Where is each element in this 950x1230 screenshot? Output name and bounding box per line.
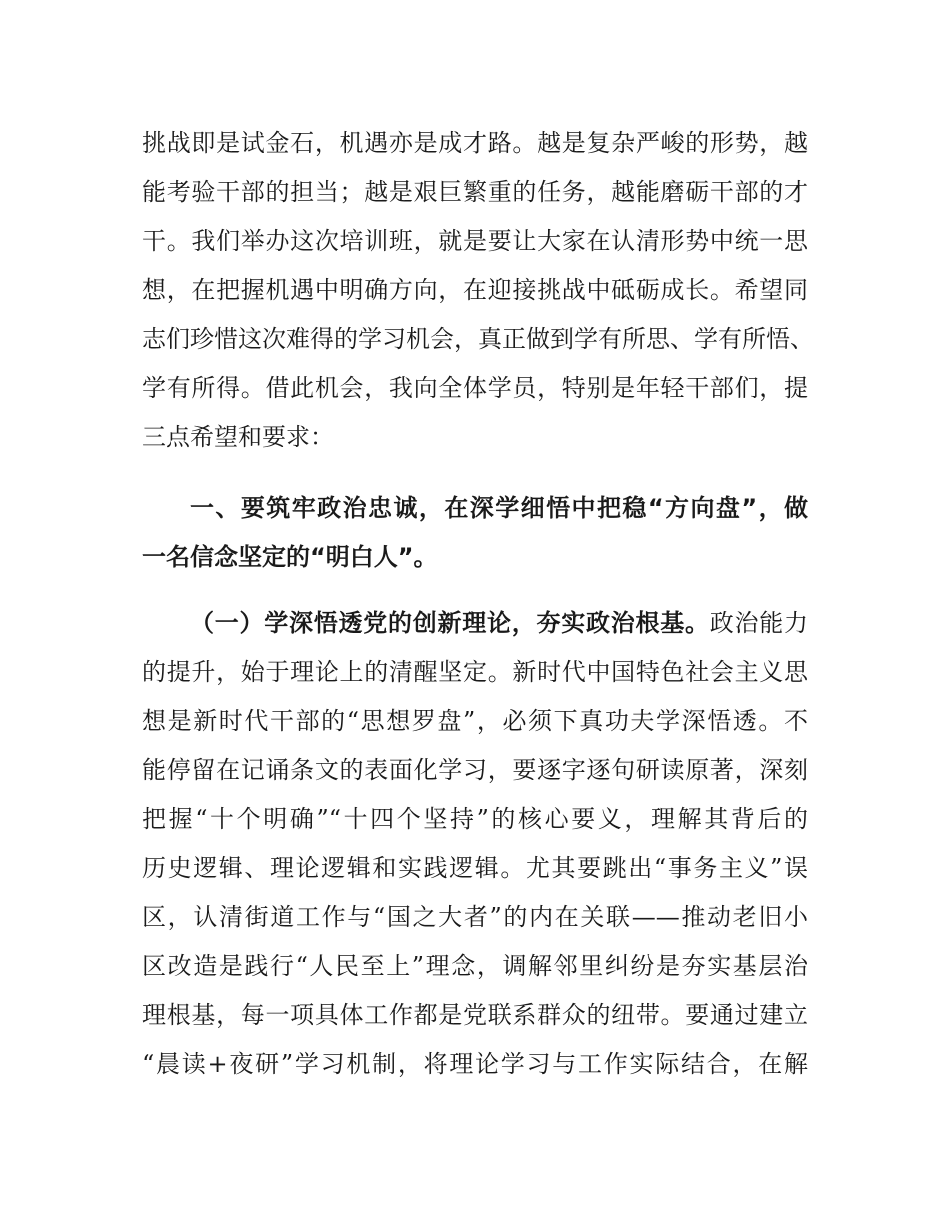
subsection-line-9: 理根基，每一项具体工作都是党联系群众的纽带。要通过建立 bbox=[142, 1001, 808, 1029]
intro-line-7: 三点希望和要求： bbox=[142, 423, 334, 451]
section-heading-line-2: 一名信念坚定的“明白人”。 bbox=[142, 543, 438, 571]
intro-line-2: 能考验干部的担当；越是艰巨繁重的任务，越能磨砺干部的才 bbox=[142, 178, 808, 206]
subsection-line-10: “晨读+夜研”学习机制，将理论学习与工作实际结合，在解 bbox=[142, 1050, 808, 1078]
subsection-first-line-rest: 政治能力 bbox=[709, 609, 808, 637]
intro-line-3: 干。我们举办这次培训班，就是要让大家在认清形势中统一思 bbox=[142, 227, 808, 255]
subsection-line-3: 想是新时代干部的“思想罗盘”，必须下真功夫学深悟透。不 bbox=[142, 707, 808, 735]
subsection-line-2: 的提升，始于理论上的清醒坚定。新时代中国特色社会主义思 bbox=[142, 658, 808, 686]
intro-line-5: 志们珍惜这次难得的学习机会，真正做到学有所思、学有所悟、 bbox=[142, 325, 814, 353]
subsection-title: （一）学深悟透党的创新理论，夯实政治根基。 bbox=[190, 609, 710, 637]
intro-line-4: 想，在把握机遇中明确方向，在迎接挑战中砥砺成长。希望同 bbox=[142, 276, 808, 304]
intro-line-6: 学有所得。借此机会，我向全体学员，特别是年轻干部们，提 bbox=[142, 374, 808, 402]
subsection-line-4: 能停留在记诵条文的表面化学习，要逐字逐句研读原著，深刻 bbox=[142, 756, 808, 784]
intro-line-1: 挑战即是试金石，机遇亦是成才路。越是复杂严峻的形势，越 bbox=[142, 129, 808, 157]
subsection-line-8: 区改造是践行“人民至上”理念，调解邻里纠纷是夯实基层治 bbox=[142, 952, 808, 980]
subsection-line-5: 把握“十个明确”“十四个坚持”的核心要义，理解其背后的 bbox=[142, 805, 808, 833]
section-heading-line-1: 一、要筑牢政治忠诚，在深学细悟中把稳“方向盘”，做 bbox=[190, 494, 808, 522]
subsection-line-6: 历史逻辑、理论逻辑和实践逻辑。尤其要跳出“事务主义”误 bbox=[142, 854, 808, 882]
subsection-line-7: 区，认清街道工作与“国之大者”的内在关联——推动老旧小 bbox=[142, 903, 808, 931]
subsection-first-line bbox=[190, 608, 808, 638]
